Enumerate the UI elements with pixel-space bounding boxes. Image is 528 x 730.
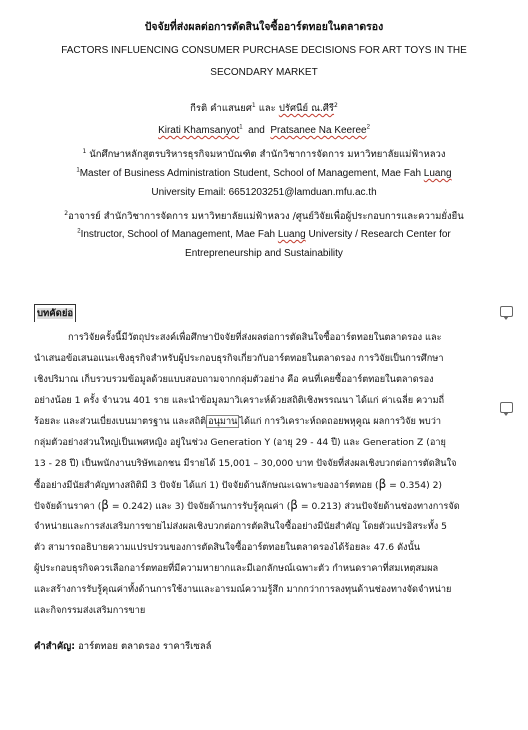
beta-symbol: β (290, 498, 298, 512)
abstract-line: นำเสนอข้อเสนอแนะเชิงธุรกิจสำหรับผู้ประกอบธุรกิจเกี่ยวกับอาร์ตทอยในตลาดรอง การวิจัยเป็นการศึกษา (34, 353, 444, 364)
author-a-sup: 1 (251, 101, 256, 109)
abstract-line: กลุ่มตัวอย่างส่วนใหญ่เป็นเพศหญิง อยู่ในช่วง Generation Y (อายุ 29 - 44 ปี) และ Generation Z (อายุ (34, 437, 446, 448)
aff1-en-luang: Luang (423, 168, 452, 179)
author-b-en-sup: 2 (366, 124, 370, 131)
aff2-sup: 2 (64, 209, 69, 217)
affiliation-2-english (20, 229, 508, 240)
comment-icon[interactable] (500, 402, 513, 413)
abstract-line (34, 477, 472, 493)
abstract-line-part: ปัจจัยด้านราคา ( (34, 501, 102, 512)
author-a-thai: กีรติ คำแสนยศ (190, 103, 252, 114)
abstract-line: เชิงปริมาณ เก็บรวบรวมข้อมูลด้วยแบบสอบถามจากกลุ่มตัวอย่าง คือ คนที่เคยซื้ออาร์ตทอยในตลาดรอง (34, 374, 434, 385)
abstract-line: และสร้างการรับรู้คุณค่าทั้งด้านการใช้งานและอารมณ์ความรู้สึก มากกว่าการลงทุนด้านช่องทางจัดจำหน่าย (34, 584, 452, 595)
abstract-line: การวิจัยครั้งนี้มีวัตถุประสงค์เพื่อศึกษาปัจจัยที่ส่งผลต่อการตัดสินใจซื้ออาร์ตทอยในตลาดรอง และ (68, 332, 442, 343)
abstract-line-part: = 0.242) และ 3) ปัจจัยด้านการรับรู้คุณค่า ( (108, 501, 291, 512)
abstract-selected-word[interactable]: อนุมาน (208, 416, 238, 427)
abstract-line: ผู้ประกอบธุรกิจควรเลือกอาร์ตทอยที่มีความหายากและมีเอกลักษณ์เฉพาะตัว กำหนดราคาที่สมเหตุสมผล (34, 563, 439, 574)
abstract-line-part: ได้แก่ การวิเคราะห์ถดถอยพหุคูณ ผลการวิจัย พบว่า (239, 416, 442, 427)
authors-english (20, 125, 508, 136)
beta-symbol: β (378, 477, 387, 491)
affiliation-1-english (20, 168, 508, 179)
abstract-heading-text: บทคัดย่อ (37, 308, 74, 319)
affiliation-1-email: University Email: 6651203251@lamduan.mfu.ac.th (151, 187, 377, 198)
abstract-line (34, 414, 472, 429)
abstract-heading[interactable] (34, 304, 76, 322)
keywords (34, 639, 212, 654)
aff1-thai-text: นักศึกษาหลักสูตรบริหารธุรกิจมหาบัณฑิต สำนักวิชาการจัดการ มหาวิทยาลัยแม่ฟ้าหลวง (89, 149, 446, 160)
author-b-thai: ปรัศนีย์ ณ.ศีรี (278, 103, 335, 114)
author-b-english: Pratsanee Na Keeree (270, 125, 367, 136)
abstract-line: 13 - 28 ปี) เป็นพนักงานบริษัทเอกชน มีรายได้ 15,001 – 30,000 บาท ปัจจัยที่ส่งผลเชิงบวกต่อการตัดสินใจ (34, 458, 457, 469)
abstract-line-part: = 0.213) ส่วนปัจจัยด้านช่องทางการจัด (297, 501, 460, 512)
author-a-en-sup: 1 (239, 124, 243, 131)
affiliation-2-thai (20, 209, 508, 224)
title-english: FACTORS INFLUENCING CONSUMER PURCHASE DECISIONS FOR ART TOYS IN THE SECONDARY MARKET (61, 45, 467, 78)
affiliation-1-thai (20, 147, 508, 162)
authors-thai-separator: และ (258, 103, 276, 114)
title-thai: ปัจจัยที่ส่งผลต่อการตัดสินใจซื้ออาร์ตทอยในตลาดรอง (144, 21, 384, 33)
author-a-english: Kirati Khamsanyot (158, 125, 240, 136)
aff1-en-sup: 1 (76, 167, 80, 174)
aff2-thai-text: อาจารย์ สำนักวิชาการจัดการ มหาวิทยาลัยแม่ฟ้าหลวง /ศูนย์วิจัยเพื่อผู้ประกอบการและความยั่งยืน (68, 211, 464, 222)
abstract-line: อย่างน้อย 1 ครั้ง จำนวน 401 ราย และนำข้อมูลมาวิเคราะห์ด้วยสถิติเชิงพรรณนา ได้แก่ ค่าเฉลี่ย ความถี่ (34, 395, 445, 406)
keywords-value: อาร์ตทอย ตลาดรอง ราคารีเซลล์ (75, 641, 212, 652)
aff2-en-sup: 2 (77, 228, 81, 235)
beta-symbol: β (101, 498, 109, 512)
comment-icon[interactable] (500, 306, 513, 317)
authors-english-separator: and (248, 125, 265, 136)
abstract-line: และกิจกรรมส่งเสริมการขาย (34, 605, 146, 616)
affiliation-2-english-cont: Entrepreneurship and Sustainability (185, 248, 343, 259)
abstract-line-part: ซื้ออย่างมีนัยสำคัญทางสถิติมี 3 ปัจจัย ได้แก่ 1) ปัจจัยด้านลักษณะเฉพาะของอาร์ตทอย ( (34, 480, 379, 491)
abstract-line: ตัว สามารถอธิบายความแปรปรวนของการตัดสินใจซื้ออาร์ตทอยในตลาดรองได้ร้อยละ 47.6 ดังนั้น (34, 542, 421, 553)
abstract-line (34, 498, 472, 514)
abstract-line: จำหน่ายและการส่งเสริมการขายไม่ส่งผลเชิงบวกต่อการตัดสินใจซื้ออย่างมีนัยสำคัญ โดยตัวแปรอิสระทั้ง 5 (34, 521, 447, 532)
aff1-en-text: Master of Business Administration Student, School of Management, Mae Fah (79, 168, 422, 179)
aff2-en-text: Instructor, School of Management, Mae Fah (80, 229, 276, 240)
aff2-en-luang: Luang (277, 229, 306, 240)
keywords-label: คำสำคัญ: (34, 641, 76, 652)
authors-thai (20, 101, 508, 116)
author-b-sup: 2 (334, 101, 338, 109)
abstract-line-part: = 0.354) 2) (386, 480, 443, 491)
abstract-line-part: ร้อยละ และส่วนเบี่ยงเบนมาตรฐาน และสถิติ (34, 416, 207, 427)
aff1-sup: 1 (82, 147, 87, 155)
aff2-en-post: University / Research Center for (308, 229, 451, 240)
